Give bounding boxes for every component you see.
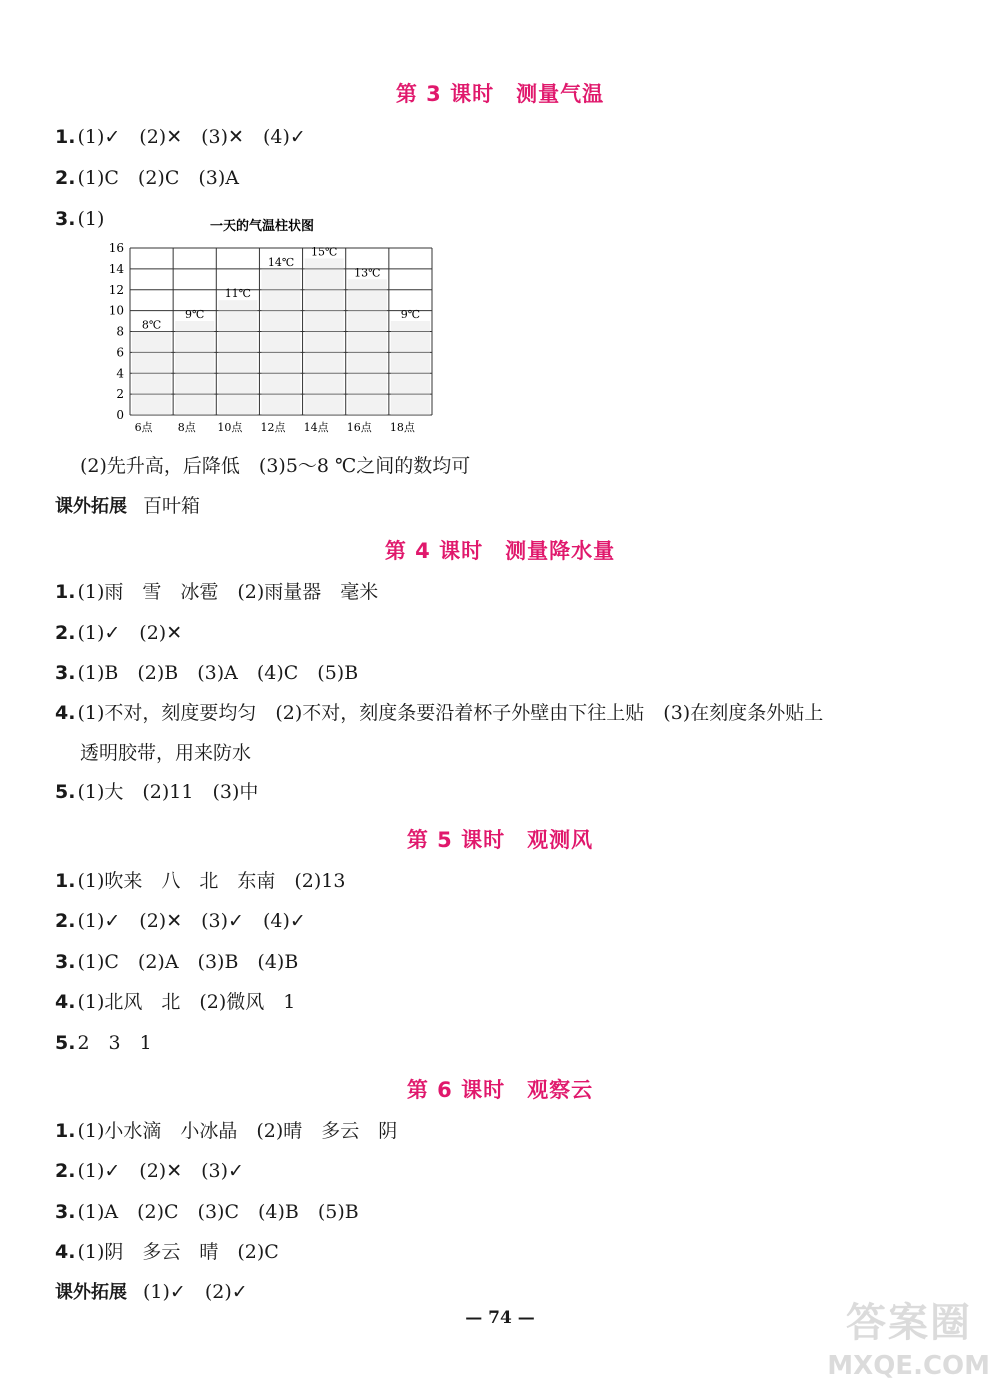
answer-line: (2)先升高，后降低 (3)5～8 ℃之间的数均可 bbox=[80, 455, 471, 477]
bar bbox=[305, 258, 344, 415]
answer-line bbox=[55, 1031, 152, 1055]
question-number: 4. bbox=[55, 702, 76, 724]
answer-line bbox=[55, 1240, 279, 1264]
page-number: — 74 — bbox=[465, 1308, 535, 1328]
question-number: 1. bbox=[55, 1120, 76, 1142]
answer-text: (1)✓ (2)✕ (3)✓ (4)✓ bbox=[77, 910, 306, 932]
answer-line bbox=[55, 621, 182, 645]
temperature-bar-chart bbox=[100, 210, 450, 440]
answer-line bbox=[55, 580, 378, 604]
answer-text: (1)阴 多云 晴 (2)C bbox=[77, 1241, 279, 1263]
answer-text: (1)B (2)B (3)A (4)C (5)B bbox=[77, 662, 359, 684]
answer-line bbox=[55, 125, 306, 149]
answer-line bbox=[55, 950, 298, 974]
answer-text: 2 3 1 bbox=[77, 1032, 152, 1054]
question-number: 4. bbox=[55, 1241, 76, 1263]
x-tick-label: 18点 bbox=[389, 421, 415, 434]
section-title-6: 第 6 课时 观察云 bbox=[406, 1078, 594, 1102]
y-tick-label: 6 bbox=[116, 345, 124, 360]
question-number: 1. bbox=[55, 126, 76, 148]
question-number: 2. bbox=[55, 1160, 76, 1182]
answer-text: (1)大 (2)11 (3)中 bbox=[77, 781, 259, 803]
x-axis-ticks bbox=[135, 420, 416, 434]
answer-text: (1)雨 雪 冰雹 (2)雨量器 毫米 bbox=[77, 581, 379, 603]
answer-line bbox=[55, 909, 306, 933]
x-tick-label: 10点 bbox=[217, 421, 243, 434]
chart-bars bbox=[132, 255, 430, 415]
section-title-5: 第 5 课时 观测风 bbox=[406, 828, 594, 852]
x-tick-label: 8点 bbox=[177, 421, 196, 434]
answer-text: (1)✓ (2)✕ (3)✕ (4)✓ bbox=[77, 126, 306, 148]
answer-text: (1)C (2)C (3)A bbox=[77, 167, 239, 189]
answer-text: (1)吹来 八 北 东南 (2)13 bbox=[77, 870, 346, 892]
y-tick-label: 12 bbox=[108, 282, 124, 297]
bar bbox=[261, 269, 300, 415]
answer-text: (1)C (2)A (3)B (4)B bbox=[77, 951, 299, 973]
value-label: 9℃ bbox=[400, 308, 421, 322]
extension-label: 课外拓展 bbox=[55, 496, 127, 517]
x-tick-label: 6点 bbox=[134, 421, 153, 434]
value-label: 8℃ bbox=[141, 318, 162, 332]
question-number: 5. bbox=[55, 1032, 76, 1054]
question-number: 1. bbox=[55, 870, 76, 892]
bar bbox=[391, 321, 430, 415]
x-tick-label: 12点 bbox=[260, 421, 286, 434]
chart-title: 一天的气温柱状图 bbox=[209, 219, 315, 234]
answer-text: (1)A (2)C (3)C (4)B (5)B bbox=[77, 1201, 359, 1223]
answer-line bbox=[55, 1200, 359, 1224]
extension-line bbox=[55, 494, 200, 519]
extension-answer: (1)✓ (2)✓ bbox=[143, 1281, 248, 1303]
question-number: 3. bbox=[55, 208, 76, 230]
watermark-en: MXQE.COM bbox=[827, 1351, 990, 1381]
question-number: 5. bbox=[55, 781, 76, 803]
bar bbox=[132, 332, 171, 416]
value-label: 11℃ bbox=[224, 287, 252, 301]
answer-text: (1)✓ (2)✕ (3)✓ bbox=[77, 1160, 244, 1182]
value-label: 14℃ bbox=[267, 255, 295, 269]
extension-line bbox=[55, 1280, 248, 1305]
question-number: 2. bbox=[55, 910, 76, 932]
question-number: 2. bbox=[55, 622, 76, 644]
y-tick-label: 10 bbox=[108, 303, 124, 318]
answer-line bbox=[55, 207, 104, 231]
y-tick-label: 8 bbox=[116, 324, 124, 339]
section-title-4: 第 4 课时 测量降水量 bbox=[384, 539, 616, 563]
y-tick-label: 0 bbox=[116, 408, 124, 422]
bar bbox=[175, 321, 214, 415]
answer-line bbox=[55, 869, 345, 893]
question-number: 2. bbox=[55, 167, 76, 189]
x-tick-label: 16点 bbox=[346, 421, 372, 434]
question-number: 4. bbox=[55, 991, 76, 1013]
answer-line bbox=[55, 166, 239, 190]
answer-line bbox=[55, 1159, 244, 1183]
y-axis-ticks bbox=[109, 241, 125, 422]
x-tick-label: 14点 bbox=[303, 421, 329, 434]
watermark-logo bbox=[812, 1291, 992, 1381]
answer-line bbox=[55, 661, 358, 685]
answer-text: (1)小水滴 小冰晶 (2)晴 多云 阴 bbox=[77, 1120, 398, 1142]
question-number: 3. bbox=[55, 1201, 76, 1223]
y-tick-label: 14 bbox=[108, 261, 124, 276]
value-label: 9℃ bbox=[185, 308, 205, 322]
watermark-cn: 答案圈 bbox=[846, 1300, 972, 1346]
extension-answer: 百叶箱 bbox=[143, 495, 201, 517]
question-number: 3. bbox=[55, 662, 76, 684]
bar bbox=[348, 279, 387, 415]
section-title-3: 第 3 课时 测量气温 bbox=[395, 82, 605, 106]
y-tick-label: 2 bbox=[116, 387, 124, 402]
bar bbox=[218, 300, 257, 415]
y-tick-label: 4 bbox=[116, 366, 124, 381]
answer-text: (1)北风 北 (2)微风 1 bbox=[77, 991, 296, 1013]
value-label: 13℃ bbox=[354, 266, 381, 280]
question-number: 3. bbox=[55, 951, 76, 973]
answer-text: (1) bbox=[77, 208, 105, 230]
value-label: 15℃ bbox=[310, 245, 338, 259]
y-tick-label: 16 bbox=[108, 241, 124, 255]
extension-label: 课外拓展 bbox=[55, 1282, 127, 1303]
answer-text: (1)✓ (2)✕ bbox=[77, 622, 183, 644]
question-number: 1. bbox=[55, 581, 76, 603]
answer-line bbox=[55, 990, 295, 1014]
answer-text: (1)不对，刻度要均匀 (2)不对，刻度条要沿着杯子外壁由下往上贴 (3)在刻度条外贴上 bbox=[77, 702, 824, 724]
answer-line bbox=[55, 701, 823, 725]
answer-line: 透明胶带，用来防水 bbox=[80, 742, 252, 764]
answer-line bbox=[55, 1119, 397, 1143]
answer-line bbox=[55, 780, 258, 804]
